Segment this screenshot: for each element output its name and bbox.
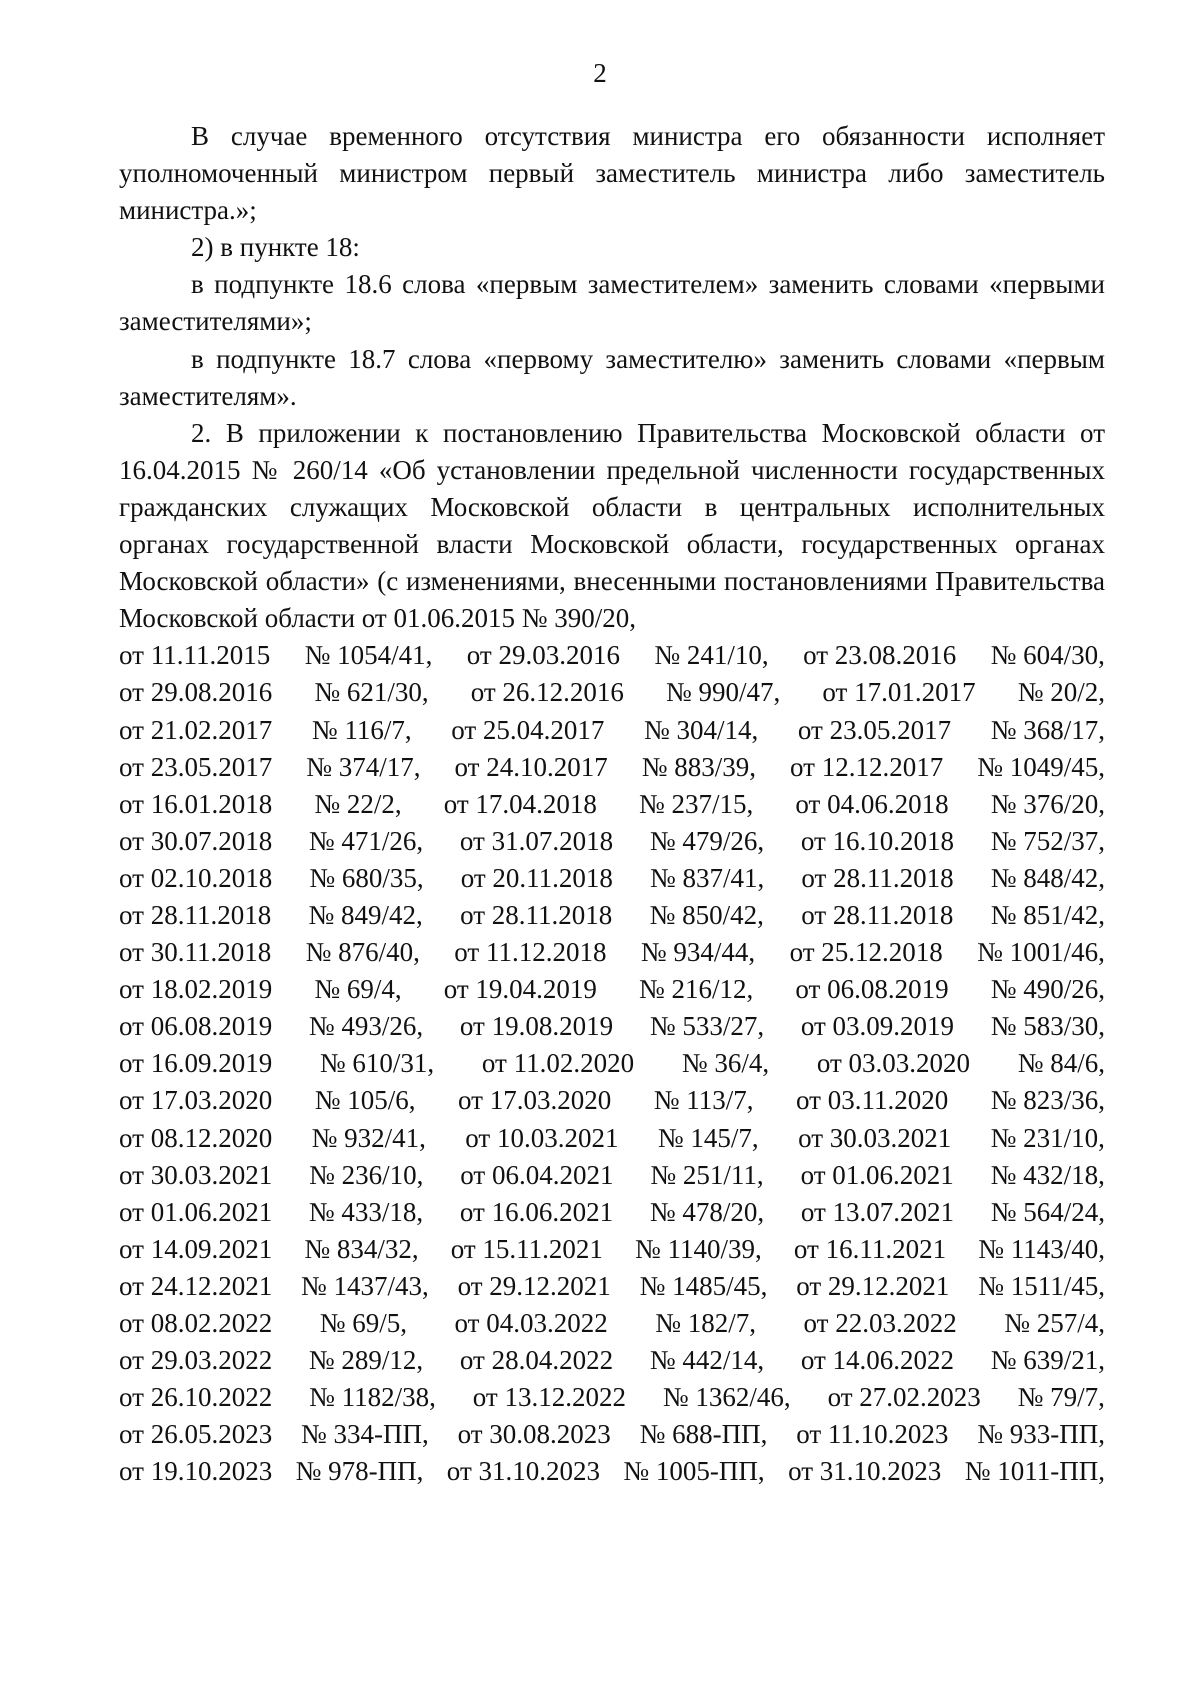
amendment-number: № 876/40, xyxy=(305,937,420,968)
amendment-date: от 20.11.2018 xyxy=(460,862,613,893)
amendment-date: от 13.07.2021 xyxy=(800,1196,955,1227)
amendment-date: от 15.11.2021 xyxy=(450,1233,603,1264)
amendment-row xyxy=(119,1305,1105,1342)
amendment-date: от 30.11.2018 xyxy=(119,937,272,968)
amendment-row xyxy=(119,1194,1105,1231)
amendment-date: от 04.06.2018 xyxy=(795,788,949,819)
amendment-date: от 16.11.2021 xyxy=(793,1233,947,1264)
amendment-row xyxy=(119,823,1105,860)
amendment-number: № 851/42, xyxy=(990,899,1105,930)
amendment-date: от 10.03.2021 xyxy=(465,1122,619,1153)
amendment-date: от 25.04.2017 xyxy=(451,714,605,745)
amendment-number: № 84/6, xyxy=(1017,1048,1105,1079)
amendment-number: № 241/10, xyxy=(654,640,769,671)
amendment-number: № 848/42, xyxy=(990,862,1105,893)
amendment-number: № 583/30, xyxy=(990,1011,1105,1042)
amendment-number: № 932/41, xyxy=(311,1122,426,1153)
amendment-date: от 31.07.2018 xyxy=(459,825,614,856)
amendment-number: № 433/18, xyxy=(308,1196,424,1227)
amendment-date: от 17.01.2017 xyxy=(822,677,976,708)
amendment-number: № 680/35, xyxy=(309,862,424,893)
amendment-number: № 471/26, xyxy=(308,825,424,856)
amendment-number: № 236/10, xyxy=(309,1159,424,1190)
amendment-row xyxy=(119,1120,1105,1157)
amendment-row xyxy=(119,971,1105,1008)
amendment-date: от 26.12.2016 xyxy=(470,677,624,708)
amendment-number: № 334-ПП, xyxy=(301,1419,429,1450)
amendment-number: № 834/32, xyxy=(304,1233,419,1264)
amendment-date: от 11.10.2023 xyxy=(796,1419,949,1450)
page-number: 2 xyxy=(593,58,607,88)
amendment-row xyxy=(119,712,1105,749)
amendment-date: от 30.03.2021 xyxy=(798,1122,952,1153)
amendment-date: от 30.08.2023 xyxy=(457,1419,611,1450)
amendment-date: от 01.06.2021 xyxy=(800,1159,954,1190)
amendment-date: от 04.03.2022 xyxy=(454,1308,608,1338)
amendment-date: от 29.12.2021 xyxy=(457,1270,611,1301)
amendment-number: № 621/30, xyxy=(314,677,429,708)
document-body xyxy=(119,118,1105,1490)
amendment-number: № 22/2, xyxy=(314,788,402,819)
amendment-date: от 29.08.2016 xyxy=(119,677,273,708)
amendment-row xyxy=(119,1008,1105,1045)
amendment-number: № 442/14, xyxy=(649,1345,765,1376)
amendment-date: от 08.12.2020 xyxy=(119,1122,273,1153)
amendment-row xyxy=(119,1416,1105,1453)
amendment-number: № 251/11, xyxy=(650,1159,764,1190)
amendment-date: от 23.08.2016 xyxy=(803,640,957,671)
amendment-date: от 26.05.2023 xyxy=(119,1419,273,1450)
amendment-row xyxy=(119,1082,1105,1119)
amendment-number: № 105/6, xyxy=(314,1085,416,1116)
amendment-number: № 990/47, xyxy=(666,677,781,708)
amendment-number: № 231/10, xyxy=(990,1122,1105,1153)
amendment-number: № 639/21, xyxy=(990,1345,1105,1376)
amendment-date: от 14.09.2021 xyxy=(119,1233,273,1264)
amendment-date: от 24.12.2021 xyxy=(119,1270,273,1301)
amendment-number: № 564/24, xyxy=(990,1196,1105,1227)
amendment-number: № 688-ПП, xyxy=(639,1419,768,1450)
amendment-number: № 116/7, xyxy=(311,714,412,745)
amendment-date: от 17.03.2020 xyxy=(458,1085,612,1116)
amendment-number: № 289/12, xyxy=(308,1345,424,1376)
amendment-number: № 145/7, xyxy=(657,1122,759,1153)
amendment-row xyxy=(119,637,1105,674)
amendment-date: от 23.05.2017 xyxy=(119,751,273,782)
paragraph-acting-minister: В случае временного отсутствия министра его обязанности исполняет уполномоченный министром первый заместитель министра либо заместитель министра.»; xyxy=(119,121,1105,226)
amendment-number: № 1437/43, xyxy=(301,1270,429,1301)
amendment-date: от 25.12.2018 xyxy=(789,937,943,968)
amendment-number: № 604/30, xyxy=(990,640,1105,671)
amendment-date: от 19.04.2019 xyxy=(443,974,597,1005)
amendment-row xyxy=(119,1045,1105,1082)
amendment-date: от 22.03.2022 xyxy=(803,1308,957,1338)
amendment-date: от 19.10.2023 xyxy=(119,1456,273,1487)
amendment-number: № 883/39, xyxy=(641,751,756,782)
amendment-row xyxy=(119,1268,1105,1305)
amendment-number: № 752/37, xyxy=(990,825,1105,856)
amendment-number: № 478/20, xyxy=(649,1196,765,1227)
amendment-number: № 79/7, xyxy=(1017,1382,1105,1413)
amendment-date: от 01.06.2021 xyxy=(119,1196,273,1227)
amendment-date: от 03.03.2020 xyxy=(816,1048,971,1079)
amendment-row xyxy=(119,1157,1105,1194)
amendment-date: от 13.12.2022 xyxy=(472,1382,626,1413)
amendment-number: № 69/5, xyxy=(319,1308,407,1338)
paragraph-appendix-amendment: 2. В приложении к постановлению Правительства Московской области от 16.04.2015 № 260/14 «Об установлении предельной численности государственных гражданских служащих Московской области в центральных исполнительных органах государственной власти Московской области, государственных органах Московской области» (с изменениями, внесенными постановлениями Правительства Московской области от 01.06.2015 № 390/20, xyxy=(119,417,1105,634)
amendment-date: от 11.11.2015 xyxy=(119,640,271,671)
amendment-date: от 26.10.2022 xyxy=(119,1382,273,1413)
amendments-list xyxy=(119,637,1105,1490)
amendment-date: от 28.11.2018 xyxy=(119,899,272,930)
amendment-date: от 02.10.2018 xyxy=(119,862,273,893)
amendment-row xyxy=(119,749,1105,786)
amendment-number: № 850/42, xyxy=(649,899,764,930)
amendment-row xyxy=(119,786,1105,823)
amendment-date: от 11.02.2020 xyxy=(481,1048,635,1079)
amendment-number: № 376/20, xyxy=(990,788,1105,819)
amendment-number: № 36/4, xyxy=(681,1048,770,1079)
amendment-date: от 28.11.2018 xyxy=(801,862,954,893)
amendment-number: № 533/27, xyxy=(649,1011,765,1042)
amendment-number: № 1011-ПП, xyxy=(964,1456,1105,1487)
amendment-date: от 11.12.2018 xyxy=(454,937,607,968)
amendment-date: от 23.05.2017 xyxy=(797,714,952,745)
amendment-date: от 28.04.2022 xyxy=(459,1345,614,1376)
amendment-number: № 1511/45, xyxy=(978,1270,1105,1301)
amendment-number: № 216/12, xyxy=(639,974,754,1005)
amendment-number: № 933-ПП, xyxy=(977,1419,1105,1450)
amendment-number: № 1140/39, xyxy=(635,1233,762,1264)
amendment-date: от 03.11.2020 xyxy=(796,1085,949,1116)
amendment-number: № 1005-ПП, xyxy=(623,1456,765,1487)
amendment-date: от 31.10.2023 xyxy=(788,1456,942,1487)
amendment-number: № 1054/41, xyxy=(304,640,433,671)
amendment-number: № 934/44, xyxy=(640,937,756,968)
paragraph-item-18: 2) в пункте 18: xyxy=(191,232,360,263)
amendment-row xyxy=(119,860,1105,897)
amendment-number: № 374/17, xyxy=(306,751,421,782)
amendment-date: от 06.08.2019 xyxy=(119,1011,273,1042)
amendment-number: № 837/41, xyxy=(650,862,765,893)
paragraph-subitem-18-7: в подпункте 18.7 слова «первому заместителю» заменить словами «первым заместителям». xyxy=(119,343,1105,411)
amendment-date: от 28.11.2018 xyxy=(801,899,954,930)
amendment-number: № 182/7, xyxy=(655,1308,756,1338)
amendment-number: № 849/42, xyxy=(308,899,423,930)
amendment-date: от 19.08.2019 xyxy=(459,1011,614,1042)
amendment-date: от 03.09.2019 xyxy=(800,1011,955,1042)
amendment-date: от 29.03.2016 xyxy=(466,640,620,671)
amendment-date: от 17.03.2020 xyxy=(119,1085,273,1116)
amendment-date: от 28.11.2018 xyxy=(460,899,613,930)
amendment-date: от 30.03.2021 xyxy=(119,1159,273,1190)
amendment-number: № 113/7, xyxy=(653,1085,754,1116)
amendment-row xyxy=(119,897,1105,934)
amendment-number: № 69/4, xyxy=(314,974,402,1005)
amendment-date: от 14.06.2022 xyxy=(800,1345,955,1376)
amendment-number: № 479/26, xyxy=(649,825,765,856)
amendment-date: от 08.02.2022 xyxy=(119,1308,273,1338)
amendment-date: от 16.01.2018 xyxy=(119,788,273,819)
amendment-number: № 368/17, xyxy=(990,714,1105,745)
amendment-date: от 30.07.2018 xyxy=(119,825,273,856)
amendment-date: от 27.02.2023 xyxy=(827,1382,981,1413)
amendment-number: № 20/2, xyxy=(1017,677,1105,708)
amendment-date: от 17.04.2018 xyxy=(443,788,597,819)
amendment-number: № 610/31, xyxy=(319,1048,435,1079)
amendment-date: от 06.04.2021 xyxy=(460,1159,614,1190)
amendment-row xyxy=(119,1453,1105,1490)
amendment-number: № 1362/46, xyxy=(662,1382,791,1413)
amendment-date: от 21.02.2017 xyxy=(119,714,273,745)
amendment-number: № 823/36, xyxy=(990,1085,1105,1116)
amendment-row xyxy=(119,1342,1105,1379)
amendment-number: № 432/18, xyxy=(990,1159,1105,1190)
amendment-date: от 18.02.2019 xyxy=(119,974,273,1005)
amendment-row xyxy=(119,1231,1105,1268)
amendment-number: № 304/14, xyxy=(644,714,759,745)
amendment-date: от 16.10.2018 xyxy=(800,825,955,856)
amendment-number: № 1485/45, xyxy=(639,1270,768,1301)
amendment-date: от 29.12.2021 xyxy=(796,1270,950,1301)
amendment-number: № 1001/46, xyxy=(977,937,1105,968)
amendment-date: от 16.06.2021 xyxy=(459,1196,614,1227)
amendment-row xyxy=(119,934,1105,971)
amendment-date: от 16.09.2019 xyxy=(119,1048,273,1079)
amendment-date: от 29.03.2022 xyxy=(119,1345,273,1376)
amendment-date: от 24.10.2017 xyxy=(454,751,608,782)
amendment-number: № 1143/40, xyxy=(978,1233,1105,1264)
amendment-row xyxy=(119,1379,1105,1416)
amendment-date: от 31.10.2023 xyxy=(446,1456,600,1487)
amendment-number: № 493/26, xyxy=(308,1011,424,1042)
amendment-date: от 12.12.2017 xyxy=(790,751,944,782)
amendment-number: № 237/15, xyxy=(639,788,754,819)
amendment-number: № 257/4, xyxy=(1004,1308,1105,1338)
amendment-number: № 1182/38, xyxy=(309,1382,436,1413)
paragraph-subitem-18-6: в подпункте 18.6 слова «первым заместителем» заменить словами «первыми заместителями»; xyxy=(119,269,1105,337)
amendment-number: № 978-ПП, xyxy=(295,1456,424,1487)
amendment-date: от 06.08.2019 xyxy=(795,974,949,1005)
amendment-row xyxy=(119,674,1105,711)
amendment-number: № 1049/45, xyxy=(977,751,1105,782)
amendment-number: № 490/26, xyxy=(990,974,1105,1005)
